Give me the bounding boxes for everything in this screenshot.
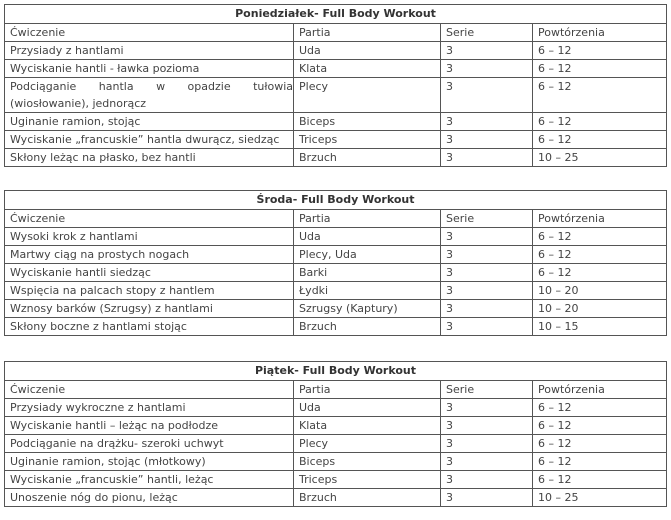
table-title: Środa- Full Body Workout — [5, 191, 667, 210]
cell-part: Plecy, Uda — [294, 246, 441, 264]
cell-reps: 6 – 12 — [533, 435, 667, 453]
header-part: Partia — [294, 381, 441, 399]
cell-exercise: Uginanie ramion, stojąc (młotkowy) — [5, 453, 294, 471]
header-reps: Powtórzenia — [533, 24, 667, 42]
table-row — [5, 399, 667, 417]
cell-sets: 3 — [441, 489, 533, 507]
header-sets: Serie — [441, 381, 533, 399]
header-row — [5, 381, 667, 399]
header-exercise: Ćwiczenie — [5, 24, 294, 42]
cell-part: Triceps — [294, 131, 441, 149]
table-row — [5, 435, 667, 453]
cell-reps: 6 – 12 — [533, 42, 667, 60]
cell-sets: 3 — [441, 318, 533, 336]
cell-reps: 10 – 25 — [533, 489, 667, 507]
table-row — [5, 300, 667, 318]
cell-exercise: Wyciskanie hantli - ławka pozioma — [5, 60, 294, 78]
cell-part: Szrugsy (Kaptury) — [294, 300, 441, 318]
cell-exercise: Skłony leżąc na płasko, bez hantli — [5, 149, 294, 167]
cell-part: Brzuch — [294, 318, 441, 336]
cell-sets: 3 — [441, 60, 533, 78]
table-title: Piątek- Full Body Workout — [5, 362, 667, 381]
table-row — [5, 489, 667, 507]
cell-reps: 6 – 12 — [533, 131, 667, 149]
cell-part: Klata — [294, 60, 441, 78]
table-row — [5, 149, 667, 167]
cell-sets: 3 — [441, 399, 533, 417]
table-row — [5, 318, 667, 336]
table-title: Poniedziałek- Full Body Workout — [5, 5, 667, 24]
cell-reps: 6 – 12 — [533, 399, 667, 417]
cell-exercise: Wyciskanie hantli – leżąc na podłodze — [5, 417, 294, 435]
cell-sets: 3 — [441, 453, 533, 471]
friday-table — [4, 361, 667, 507]
cell-sets: 3 — [441, 42, 533, 60]
cell-reps: 6 – 12 — [533, 78, 667, 113]
cell-exercise: Wyciskanie „francuskie” hantla dwurącz, siedząc — [5, 131, 294, 149]
header-exercise: Ćwiczenie — [5, 381, 294, 399]
table-row — [5, 228, 667, 246]
cell-sets: 3 — [441, 471, 533, 489]
table-row — [5, 113, 667, 131]
cell-part: Plecy — [294, 78, 441, 113]
cell-exercise: Wyciskanie hantli siedząc — [5, 264, 294, 282]
header-part: Partia — [294, 24, 441, 42]
cell-reps: 6 – 12 — [533, 417, 667, 435]
cell-part: Klata — [294, 417, 441, 435]
table-row — [5, 78, 667, 113]
cell-part: Uda — [294, 228, 441, 246]
header-sets: Serie — [441, 210, 533, 228]
cell-exercise: Podciąganie na drążku- szeroki uchwyt — [5, 435, 294, 453]
wednesday-table — [4, 190, 667, 336]
header-sets: Serie — [441, 24, 533, 42]
header-row — [5, 24, 667, 42]
table-row — [5, 471, 667, 489]
cell-part: Barki — [294, 264, 441, 282]
cell-reps: 10 – 25 — [533, 149, 667, 167]
monday-table — [4, 4, 667, 167]
cell-sets: 3 — [441, 149, 533, 167]
table-row — [5, 453, 667, 471]
table-row — [5, 264, 667, 282]
cell-exercise: Uginanie ramion, stojąc — [5, 113, 294, 131]
cell-exercise: Podciąganie hantla w opadzie tułowia (wiosłowanie), jednorącz — [5, 78, 294, 113]
cell-exercise: Wyciskanie „francuskie” hantli, leżąc — [5, 471, 294, 489]
cell-part: Uda — [294, 399, 441, 417]
cell-reps: 6 – 12 — [533, 228, 667, 246]
cell-part: Brzuch — [294, 489, 441, 507]
table-row — [5, 42, 667, 60]
cell-part: Łydki — [294, 282, 441, 300]
cell-sets: 3 — [441, 435, 533, 453]
cell-sets: 3 — [441, 131, 533, 149]
cell-sets: 3 — [441, 228, 533, 246]
cell-sets: 3 — [441, 300, 533, 318]
cell-part: Triceps — [294, 471, 441, 489]
cell-exercise: Unoszenie nóg do pionu, leżąc — [5, 489, 294, 507]
cell-exercise: Martwy ciąg na prostych nogach — [5, 246, 294, 264]
header-reps: Powtórzenia — [533, 210, 667, 228]
cell-sets: 3 — [441, 78, 533, 113]
cell-sets: 3 — [441, 113, 533, 131]
header-part: Partia — [294, 210, 441, 228]
table-row — [5, 131, 667, 149]
cell-part: Biceps — [294, 453, 441, 471]
cell-exercise: Wznosy barków (Szrugsy) z hantlami — [5, 300, 294, 318]
cell-reps: 10 – 15 — [533, 318, 667, 336]
cell-sets: 3 — [441, 246, 533, 264]
table-row — [5, 246, 667, 264]
cell-reps: 6 – 12 — [533, 113, 667, 131]
cell-reps: 6 – 12 — [533, 246, 667, 264]
cell-reps: 6 – 12 — [533, 471, 667, 489]
cell-exercise: Przysiady wykroczne z hantlami — [5, 399, 294, 417]
cell-reps: 10 – 20 — [533, 282, 667, 300]
table-row — [5, 60, 667, 78]
cell-part: Brzuch — [294, 149, 441, 167]
table-row — [5, 282, 667, 300]
cell-part: Biceps — [294, 113, 441, 131]
table-row — [5, 417, 667, 435]
cell-part: Plecy — [294, 435, 441, 453]
header-row — [5, 210, 667, 228]
cell-sets: 3 — [441, 417, 533, 435]
cell-reps: 6 – 12 — [533, 264, 667, 282]
cell-sets: 3 — [441, 282, 533, 300]
cell-reps: 6 – 12 — [533, 453, 667, 471]
header-exercise: Ćwiczenie — [5, 210, 294, 228]
header-reps: Powtórzenia — [533, 381, 667, 399]
cell-exercise: Wspięcia na palcach stopy z hantlem — [5, 282, 294, 300]
cell-exercise: Przysiady z hantlami — [5, 42, 294, 60]
cell-part: Uda — [294, 42, 441, 60]
cell-reps: 6 – 12 — [533, 60, 667, 78]
cell-exercise: Wysoki krok z hantlami — [5, 228, 294, 246]
cell-sets: 3 — [441, 264, 533, 282]
cell-reps: 10 – 20 — [533, 300, 667, 318]
cell-exercise: Skłony boczne z hantlami stojąc — [5, 318, 294, 336]
